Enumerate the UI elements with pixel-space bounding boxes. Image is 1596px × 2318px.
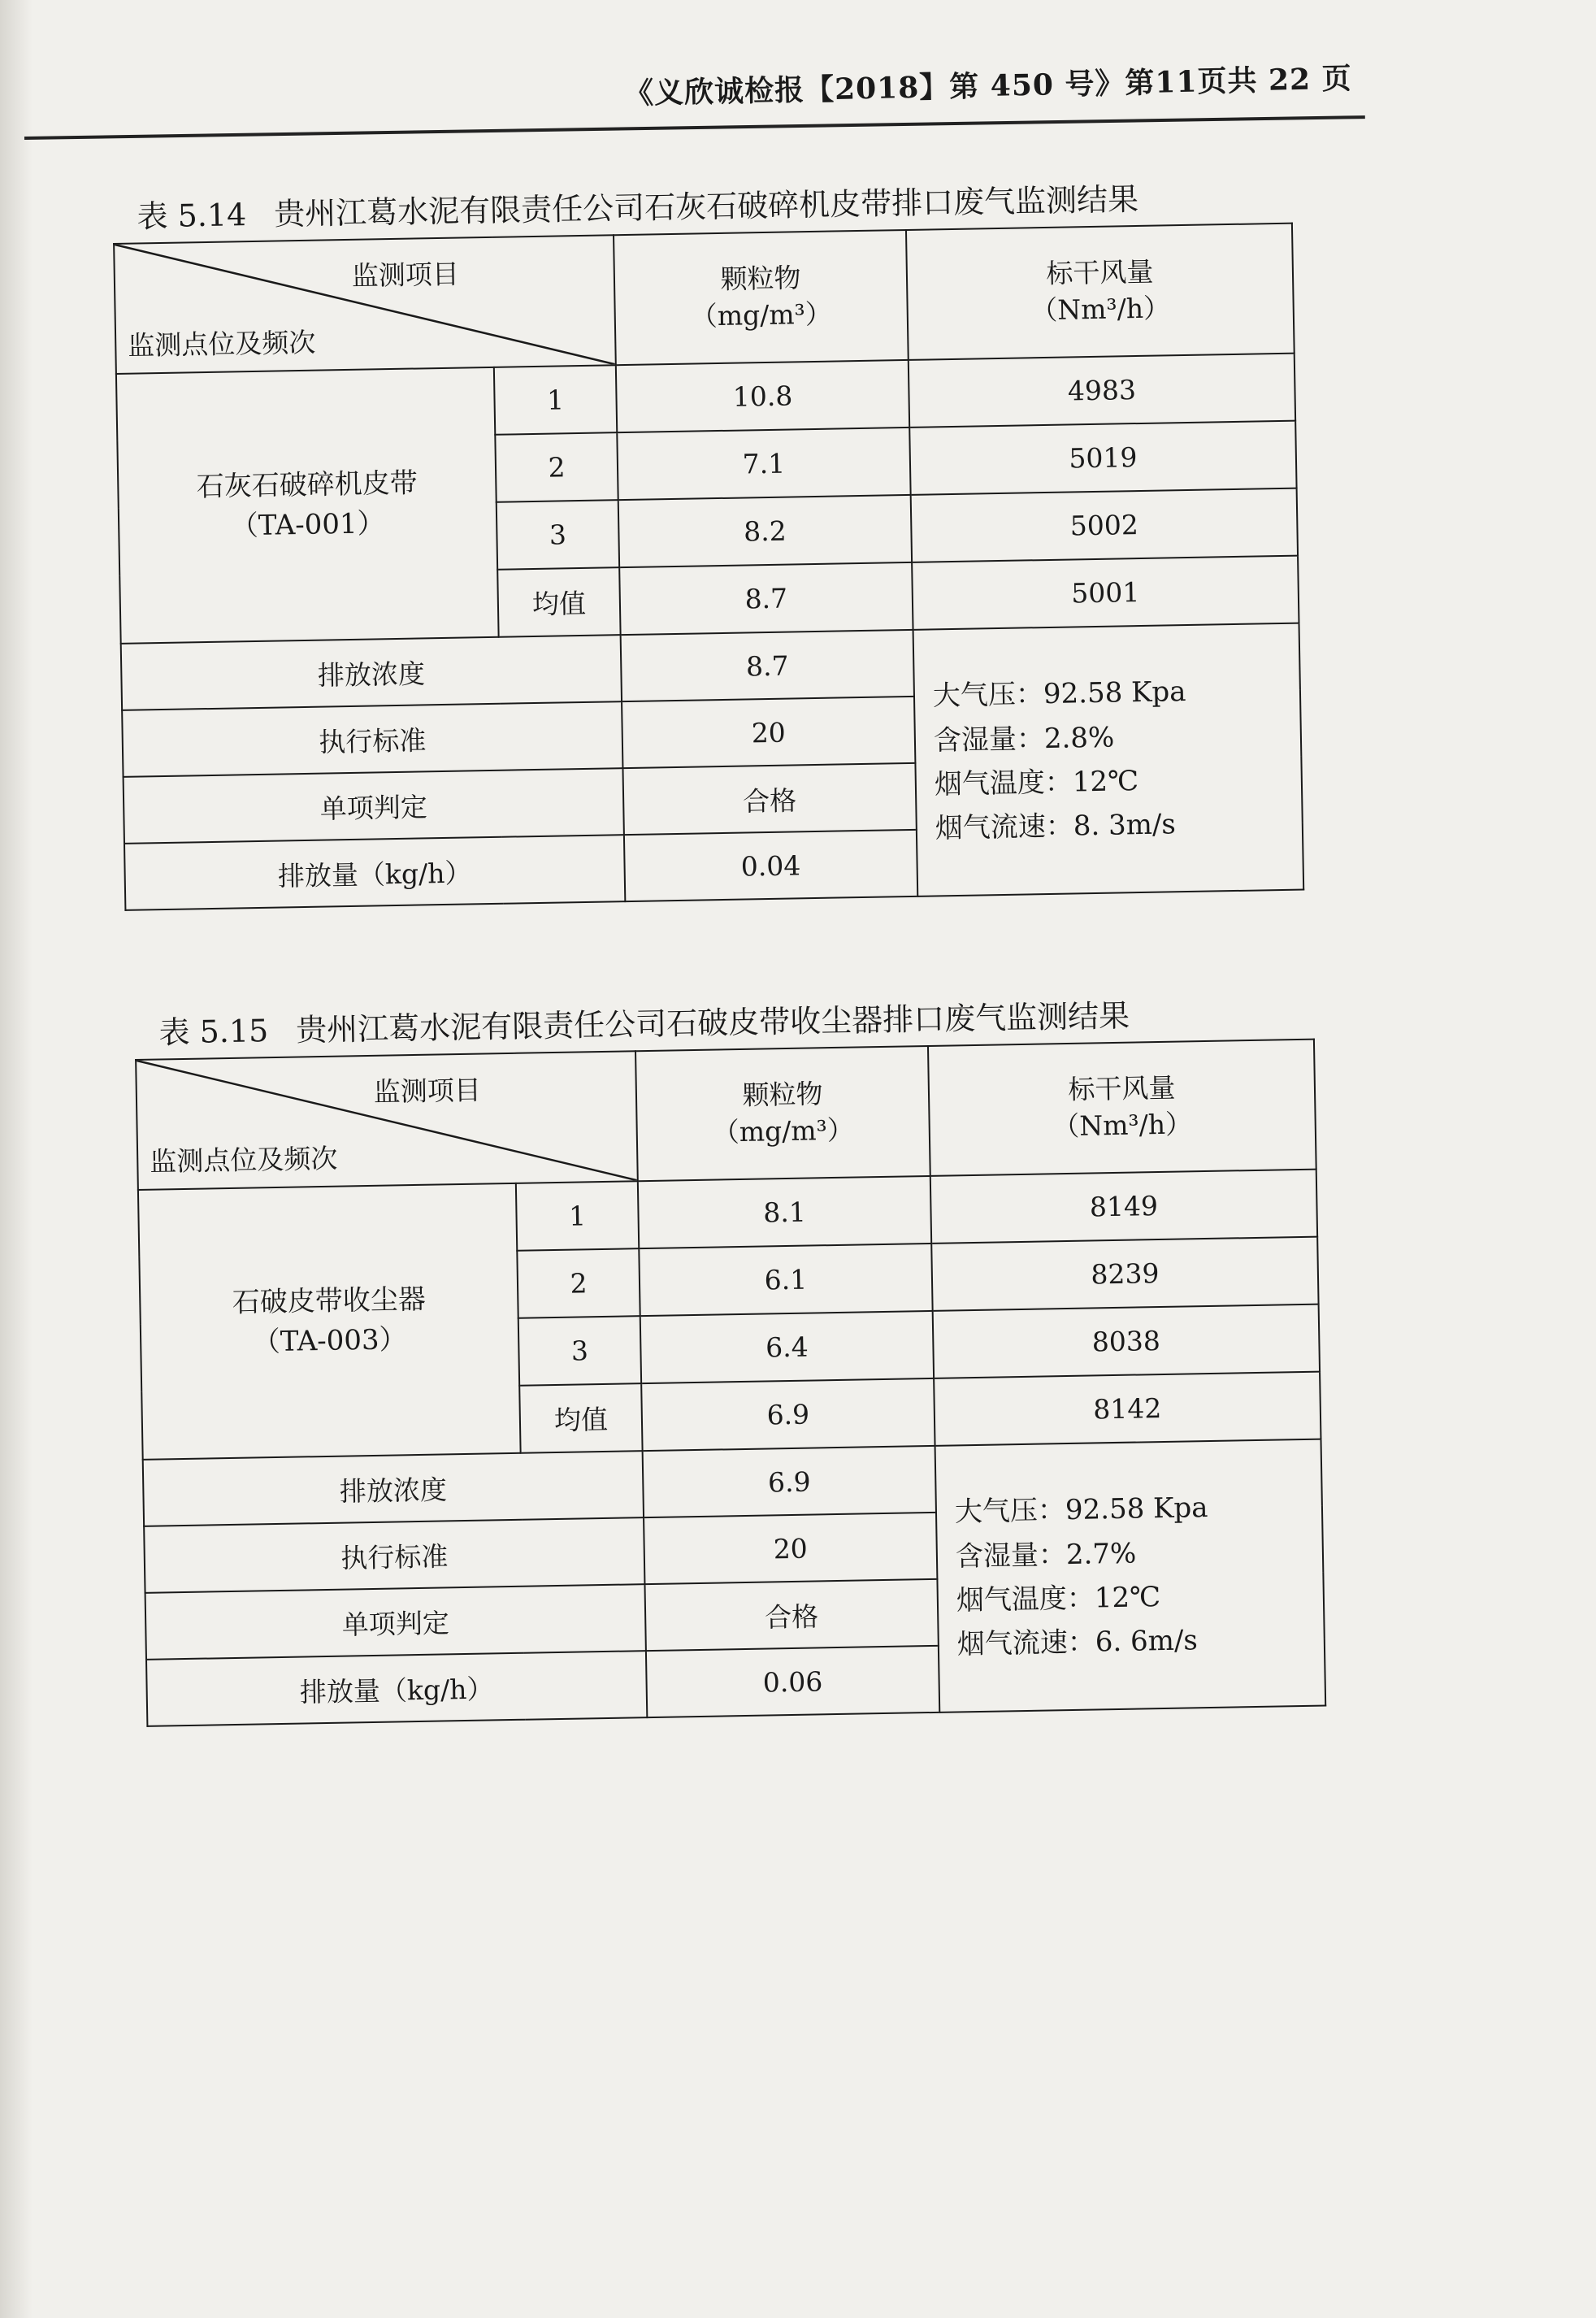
table-title: 贵州江葛水泥有限责任公司石灰石破碎机皮带排口废气监测结果 [273,180,1139,232]
note-pressure: 大气压：92.58 Kpa [954,1491,1208,1529]
table-block-5-14 [112,171,1303,911]
note-humidity: 含湿量：2.8% [933,721,1115,757]
summary-label: 排放量（kg/h） [124,835,625,910]
point-code: （TA-001） [230,507,385,543]
note-temperature: 烟气温度：12℃ [956,1581,1161,1617]
summary-label: 排放量（kg/h） [146,1651,647,1726]
summary-value: 0.06 [646,1646,939,1717]
conditions-notes [913,623,1304,896]
table-header-row [136,1040,1316,1190]
frequency-label: 1 [516,1181,639,1251]
column-name: 颗粒物 [742,1078,823,1112]
airflow-value: 4983 [909,354,1295,428]
particulate-value: 10.8 [616,360,909,432]
table-header-row [114,224,1295,374]
point-code: （TA-003） [252,1323,407,1359]
monitoring-table [113,223,1304,911]
point-name: 石灰石破碎机皮带 [196,467,419,503]
particulate-value: 6.4 [640,1311,934,1383]
column-name: 颗粒物 [720,262,801,296]
column-header-particulate [614,230,909,365]
table-number: 表 5.15 [158,1013,269,1051]
diagonal-header-cell [136,1051,638,1190]
airflow-value: 8239 [931,1237,1318,1311]
note-velocity: 烟气流速：6. 6m/s [956,1624,1199,1661]
monitoring-table [135,1039,1326,1727]
conditions-notes [935,1439,1326,1712]
summary-value: 8.7 [621,630,914,701]
particulate-value: 6.1 [639,1244,932,1316]
summary-label: 排放浓度 [143,1451,644,1526]
summary-label: 执行标准 [144,1517,644,1593]
airflow-value: 5019 [909,421,1296,495]
summary-label: 单项判定 [145,1584,646,1660]
particulate-value: 7.1 [617,428,910,500]
airflow-value: 8149 [930,1170,1317,1244]
frequency-label: 1 [494,365,617,435]
column-unit: （mg/m³） [690,297,833,332]
particulate-value: 6.9 [641,1378,935,1451]
frequency-label: 均值 [497,567,620,637]
particulate-value: 8.7 [619,562,913,635]
column-name: 标干风量 [1046,256,1154,290]
column-unit: （Nm³/h） [1052,1108,1193,1143]
header-point-label: 监测点位及频次 [149,1142,338,1178]
report-header: 《义欣诚检报【2018】第 450 号》第11页共 22 页 [624,61,1353,111]
particulate-value: 8.1 [638,1176,931,1248]
frequency-label: 均值 [519,1383,642,1453]
airflow-value: 8142 [934,1372,1321,1446]
frequency-label: 2 [517,1248,640,1318]
column-header-particulate [635,1046,930,1181]
summary-value: 合格 [622,763,916,835]
column-header-airflow [928,1040,1316,1176]
note-temperature: 烟气温度：12℃ [934,765,1139,801]
header-item-label: 监测项目 [373,1074,482,1108]
page-edge-shadow [0,0,33,2318]
table-block-5-15 [134,988,1325,1727]
frequency-label: 3 [497,500,619,570]
summary-value: 6.9 [643,1446,936,1517]
summary-value: 20 [644,1513,937,1584]
summary-label: 单项判定 [124,768,624,844]
column-name: 标干风量 [1068,1072,1176,1106]
monitoring-point-cell [138,1183,521,1460]
summary-label: 执行标准 [122,701,622,777]
diagonal-header-cell [114,235,616,374]
summary-value: 合格 [644,1579,938,1651]
column-header-airflow [906,224,1295,360]
airflow-value: 8038 [933,1304,1320,1378]
frequency-label: 2 [495,432,618,502]
note-humidity: 含湿量：2.7% [955,1537,1137,1574]
particulate-value: 8.2 [618,495,912,567]
column-unit: （Nm³/h） [1030,292,1171,327]
monitoring-point-cell [116,367,499,644]
airflow-value: 5001 [912,556,1299,630]
table-number: 表 5.14 [137,197,247,235]
note-pressure: 大气压：92.58 Kpa [932,675,1186,713]
frequency-label: 3 [518,1316,641,1386]
airflow-value: 5002 [911,488,1298,562]
summary-value: 0.04 [624,830,917,901]
header-rule [24,115,1365,140]
point-name: 石破皮带收尘器 [232,1283,427,1319]
header-point-label: 监测点位及频次 [127,326,316,362]
note-velocity: 烟气流速：8. 3m/s [935,808,1177,845]
summary-value: 20 [622,697,915,768]
summary-label: 排放浓度 [121,635,622,710]
header-item-label: 监测项目 [351,258,460,292]
column-unit: （mg/m³） [712,1113,855,1148]
table-title: 贵州江葛水泥有限责任公司石破皮带收尘器排口废气监测结果 [295,997,1130,1048]
